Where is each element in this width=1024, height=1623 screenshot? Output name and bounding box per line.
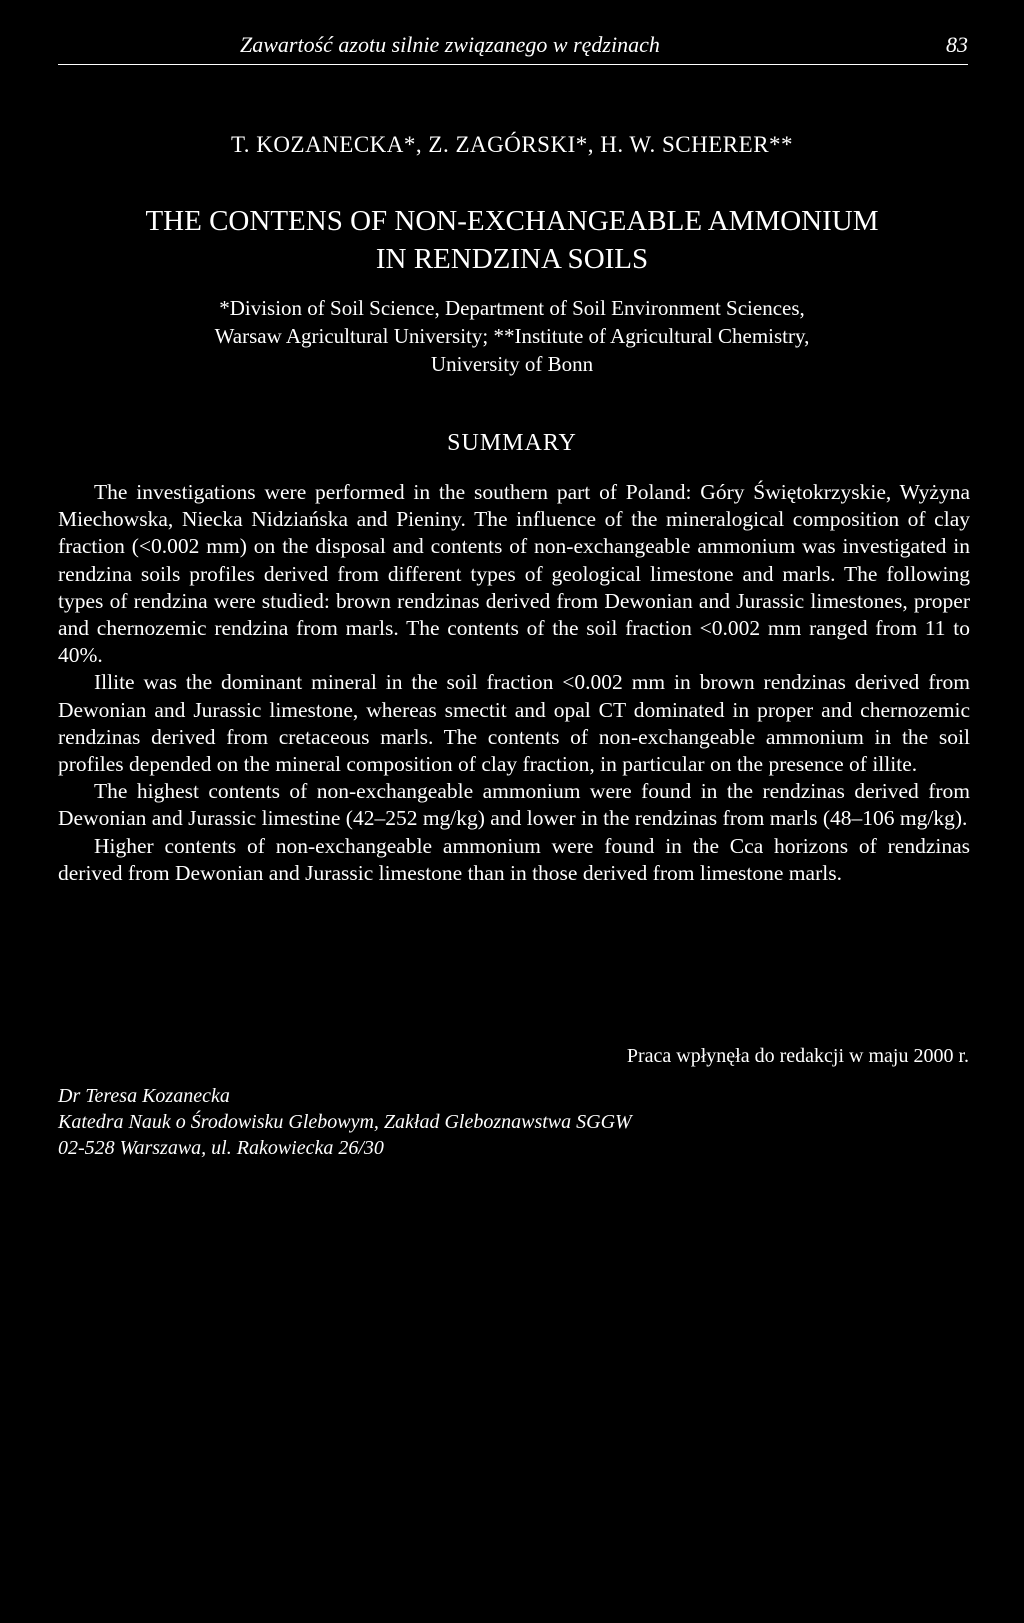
author-affiliation <box>0 294 1024 378</box>
summary-paragraph: The investigations were performed in the southern part of Poland: Góry Świętokrzyskie, Wyżyna Miechowska, Niecka Nidziańska and Pieniny. The influence of the mineralogical composition of clay fraction (<0.002 mm) on the disposal and contents of non-exchangeable ammonium was investigated in rendzina soils profiles derived from different types of geological limestone and marls. The following types of rendzina were studied: brown rendzinas derived from Dewonian and Jurassic limestones, proper and chernozemic rendzina from marls. The contents of the soil fraction <0.002 mm ranged from 11 to 40%. <box>58 480 970 668</box>
article-title-line-1: THE CONTENS OF NON-EXCHANGEABLE AMMONIUM <box>145 205 879 237</box>
affiliation-line-2: Warsaw Agricultural University; **Institute of Agricultural Chemistry, <box>214 324 810 348</box>
affiliation-line-3: University of Bonn <box>430 352 594 376</box>
article-authors: T. KOZANECKA*, Z. ZAGÓRSKI*, H. W. SCHERER** <box>230 132 794 157</box>
article-title <box>0 202 1024 278</box>
contact-address: 02-528 Warszawa, ul. Rakowiecka 26/30 <box>58 1137 384 1159</box>
summary-paragraph: Illite was the dominant mineral in the soil fraction <0.002 mm in brown rendzinas derived from Dewonian and Jurassic limestone, whereas smectit and opal CT dominated in proper and chernozemic rendzinas derived from cretaceous marls. The contents of non-exchangeable ammonium in the soil profiles depended on the mineral composition of clay fraction, in particular on the presence of illite. <box>58 670 970 777</box>
contact-name: Dr Teresa Kozanecka <box>58 1085 230 1107</box>
contact-affiliation: Katedra Nauk o Środowisku Glebowym, Zakład Gleboznawstwa SGGW <box>58 1111 632 1133</box>
summary-paragraph: The highest contents of non-exchangeable ammonium were found in the rendzinas derived from Dewonian and Jurassic limestine (42–252 mg/kg) and lower in the rendzinas from marls (48–106 mg/kg). <box>58 779 970 831</box>
article-title-line-2: IN RENDZINA SOILS <box>375 243 649 275</box>
author-contact <box>58 1083 632 1161</box>
page-number: 83 <box>946 32 968 57</box>
received-note: Praca wpłynęła do redakcji w maju 2000 r. <box>626 1045 969 1067</box>
running-title: Zawartość azotu silnie związanego w rędzinach <box>240 32 660 57</box>
summary-paragraph: Higher contents of non-exchangeable ammonium were found in the Cca horizons of rendzinas derived from Dewonian and Jurassic limestone than in those derived from limestone marls. <box>58 833 970 885</box>
affiliation-line-1: *Division of Soil Science, Department of Soil Environment Sciences, <box>219 296 805 320</box>
summary-heading: SUMMARY <box>447 430 577 456</box>
summary-body <box>58 479 970 887</box>
running-header <box>58 26 968 65</box>
